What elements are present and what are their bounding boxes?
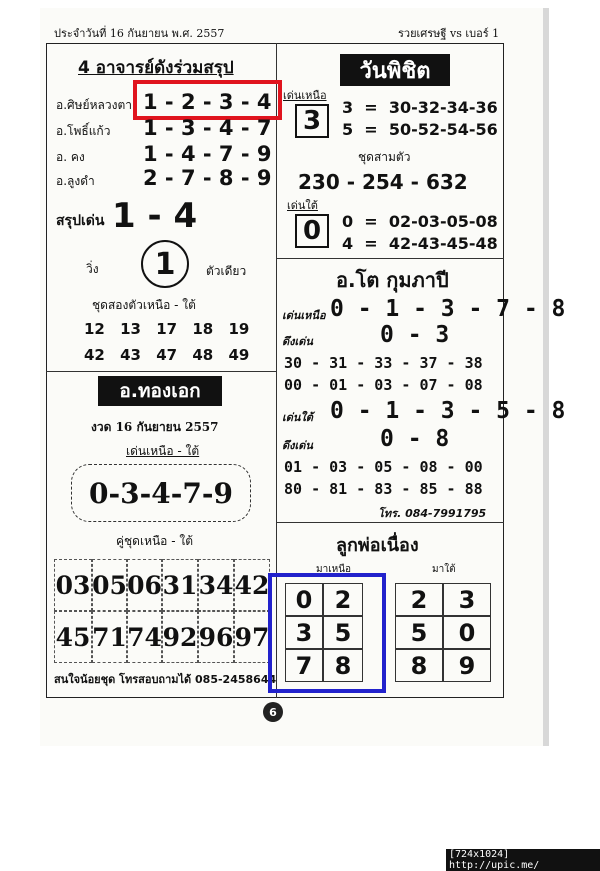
run-label: วิ่ง [86, 262, 99, 276]
north-digit: 3 [295, 104, 329, 138]
right-top-title: วันพิชิต [340, 54, 450, 86]
north-grid-cell: 2 [323, 583, 363, 616]
south-row-2: 4 = 42-43-45-48 [342, 234, 498, 253]
teacher-name-4: อ.ลูงดำ [56, 174, 95, 188]
pair: 48 [192, 346, 214, 364]
teacher-name-1: อ.ศิษย์หลวงตา [56, 98, 132, 112]
mid-phone: โทร. 084-7991795 [378, 507, 487, 520]
grid-cell: 42 [234, 559, 270, 611]
highlight-value: 0-3-4-7-9 [71, 464, 251, 522]
row-values: 30-32-34-36 [388, 98, 498, 117]
pair: 18 [192, 320, 214, 338]
blue-highlight-box [268, 573, 386, 693]
south-row-1: 0 = 02-03-05-08 [342, 212, 498, 231]
grid-cell: 96 [198, 611, 234, 663]
pairs-row-1 [84, 320, 249, 338]
pair: 47 [156, 346, 178, 364]
summary-value: 1 - 4 [112, 196, 198, 236]
mid-north-value: 0 - 1 - 3 - 7 - 8 [330, 296, 566, 322]
mid-north-star-value: 0 - 3 [380, 322, 450, 348]
row-key: 3 [342, 98, 354, 117]
right-divider-2 [276, 522, 504, 523]
left-bottom-title: อ.ทองเอก [98, 376, 222, 406]
grid-cell: 92 [162, 611, 198, 663]
left-divider [46, 371, 276, 372]
pairs-title: ชุดสองตัวเหนือ - ใต้ [92, 298, 196, 312]
header-date: ประจำวันที่ 16 กันยายน พ.ศ. 2557 [54, 27, 225, 40]
grid-cell: 34 [198, 559, 234, 611]
contact-text: สนใจน้อยชุด โทรสอบถามได้ 085-2458644 [54, 673, 277, 686]
row-key: 5 [342, 120, 354, 139]
teacher-name-2: อ.โพธิ์แก้ว [56, 124, 111, 138]
pairs-grid-title: คู่ชุดเหนือ - ใต้ [116, 534, 193, 548]
row-values: 42-43-45-48 [388, 234, 498, 253]
south-grid-cell: 9 [443, 649, 491, 682]
south-grid-cell: 0 [443, 616, 491, 649]
mid-south-star-label: ดึงเด่น [282, 439, 313, 452]
pair: 13 [120, 320, 141, 338]
teacher-nums-2: 1 - 3 - 4 - 7 [143, 116, 272, 140]
pairs-row-2 [84, 346, 249, 364]
mid-south-row-2: 80 - 81 - 83 - 85 - 88 [284, 480, 483, 498]
mid-south-value: 0 - 1 - 3 - 5 - 8 [330, 398, 566, 424]
mid-north-star-label: ดึงเด่น [282, 335, 313, 348]
pair: 43 [120, 346, 141, 364]
mid-north-row-1: 30 - 31 - 33 - 37 - 38 [284, 354, 483, 372]
row-key: 4 [342, 234, 354, 253]
grid-cell: 71 [92, 611, 127, 663]
north-row-1: 3 = 30-32-34-36 [342, 98, 498, 117]
north-grid-cell: 0 [285, 583, 323, 616]
pair: 17 [156, 320, 178, 338]
teacher-nums-4: 2 - 7 - 8 - 9 [143, 166, 272, 190]
mid-south-label: เด่นใต้ [282, 411, 313, 424]
pair: 19 [228, 320, 250, 338]
summary-label: สรุปเด่น [56, 213, 105, 229]
south-label: เด่นใต้ [287, 199, 318, 212]
pair: 42 [84, 346, 105, 364]
north-grid-cell: 8 [323, 649, 363, 682]
draw-date: งวด 16 กันยายน 2557 [91, 420, 219, 434]
left-top-title: 4 อาจารย์ดังร่วมสรุป [78, 58, 234, 78]
mid-north-label: เด่นเหนือ [282, 309, 326, 322]
red-highlight-box [133, 80, 282, 120]
north-grid-cell: 5 [323, 616, 363, 649]
row-values: 50-52-54-56 [388, 120, 498, 139]
grid-cell: 45 [54, 611, 92, 663]
north-row-2: 5 = 50-52-54-56 [342, 120, 498, 139]
page-number: 6 [263, 702, 283, 722]
teacher-name-3: อ. คง [56, 150, 85, 164]
grid-cell: 05 [92, 559, 127, 611]
mid-south-row-1: 01 - 03 - 05 - 08 - 00 [284, 458, 483, 476]
three-value: 230 - 254 - 632 [298, 170, 468, 194]
row-key: 0 [342, 212, 354, 231]
highlight-label: เด่นเหนือ - ใต้ [126, 444, 200, 458]
teacher-nums-1: 1 - 2 - 3 - 4 [143, 90, 272, 114]
south-digit: 0 [295, 214, 329, 248]
north-grid-cell: 7 [285, 649, 323, 682]
right-mid-title: อ.โต กุมภาปี [336, 268, 449, 292]
south-grid-cell: 8 [395, 649, 443, 682]
south-grid-cell: 3 [443, 583, 491, 616]
pair: 12 [84, 320, 105, 338]
right-divider-1 [276, 258, 504, 259]
south-grid-cell: 5 [395, 616, 443, 649]
run-value-circle: 1 [141, 240, 189, 288]
south-grid-cell: 2 [395, 583, 443, 616]
mid-north-row-2: 00 - 01 - 03 - 07 - 08 [284, 376, 483, 394]
grid-south-label: มาใต้ [432, 564, 456, 575]
pair: 49 [228, 346, 250, 364]
north-grid-cell: 3 [285, 616, 323, 649]
right-bottom-title: ลูกพ่อเนื่อง [336, 535, 419, 556]
teacher-nums-3: 1 - 4 - 7 - 9 [143, 142, 272, 166]
single-label: ตัวเดียว [206, 264, 247, 278]
grid-cell: 31 [162, 559, 198, 611]
page-edge-shadow [543, 8, 549, 746]
mid-south-star-value: 0 - 8 [380, 426, 450, 452]
header-title: รวยเศรษฐี vs เบอร์ 1 [398, 27, 500, 40]
row-values: 02-03-05-08 [388, 212, 498, 231]
grid-cell: 06 [127, 559, 162, 611]
grid-cell: 74 [127, 611, 162, 663]
grid-cell: 03 [54, 559, 92, 611]
north-label: เด่นเหนือ [283, 89, 327, 102]
three-label: ชุดสามตัว [358, 150, 411, 164]
grid-cell: 97 [234, 611, 270, 663]
grid-north-label: มาเหนือ [316, 564, 352, 575]
watermark: [724x1024] http://upic.me/ [446, 849, 600, 871]
